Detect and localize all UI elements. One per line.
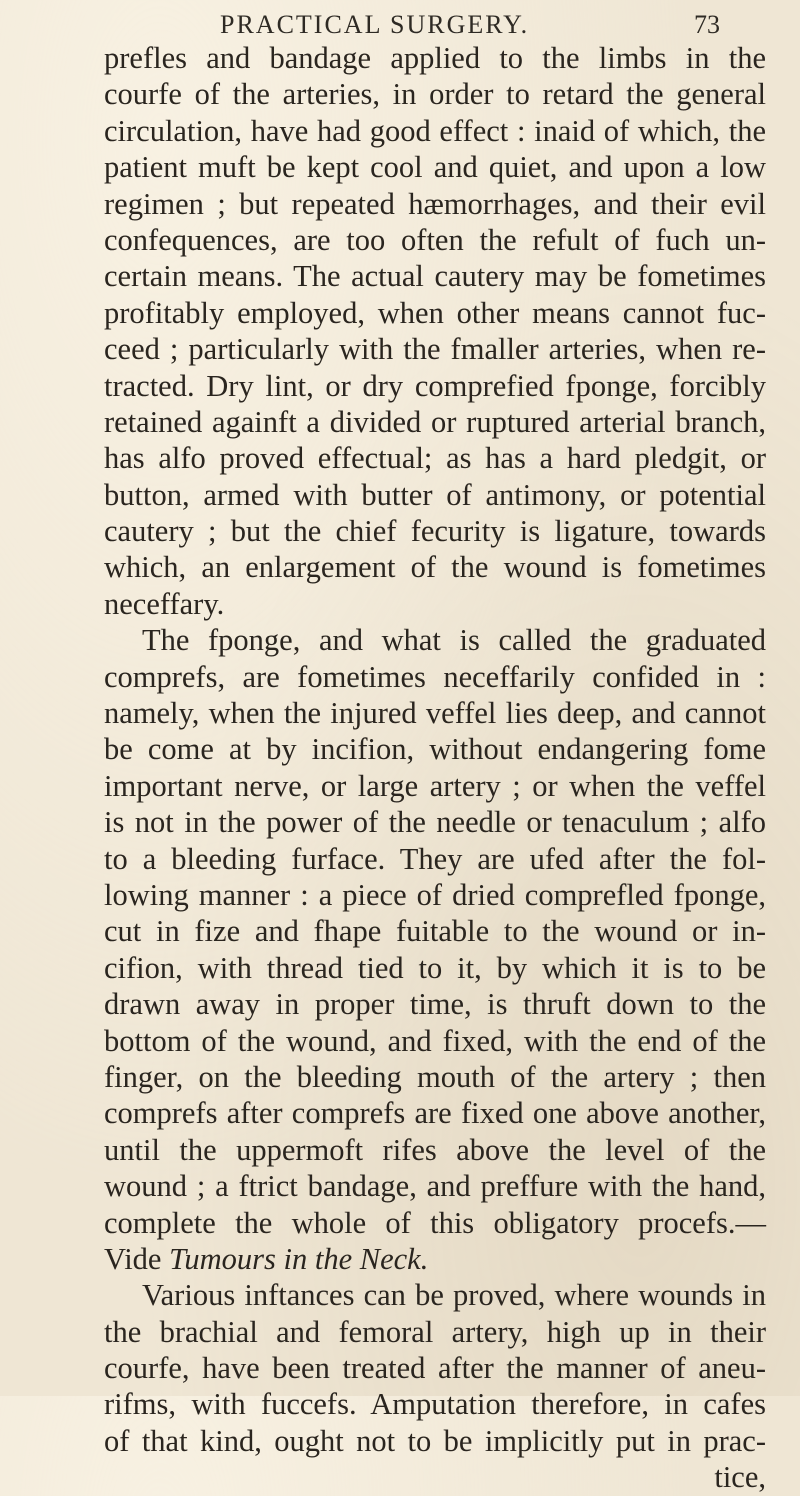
vide-reference-line [104, 1241, 766, 1277]
paragraph-start-line: Various inftances can be proved, where wounds in [142, 1278, 766, 1313]
text-line: cut in fize and fhape fuitable to the wound or in- [104, 914, 766, 949]
text-line: retained againft a divided or ruptured arterial branch, [104, 404, 766, 439]
text-line: circulation, have had good effect : inaid of which, the [104, 113, 766, 148]
page-number: 73 [694, 10, 720, 39]
body-text [104, 40, 766, 1496]
vide-prefix: Vide [104, 1241, 170, 1276]
text-line: rifms, with fuccefs. Amputation therefore, in cafes [104, 1387, 766, 1422]
text-line: namely, when the injured veffel lies deep, and cannot [104, 696, 766, 731]
text-line: be come at by incifion, without endangering fome [104, 732, 766, 767]
text-line: the brachial and femoral artery, high up in their [104, 1314, 766, 1349]
text-line: finger, on the bleeding mouth of the artery ; then [104, 1059, 766, 1094]
text-line: cifion, with thread tied to it, by which it is to be [104, 950, 766, 985]
text-line: tracted. Dry lint, or dry comprefied fponge, forcibly [104, 368, 766, 403]
text-line: cautery ; but the chief fecurity is ligature, towards [104, 514, 766, 549]
text-line: neceffary. [104, 586, 225, 621]
text-line: confequences, are too often the refult of fuch un- [104, 222, 766, 257]
text-line: lowing manner : a piece of dried comprefled fponge, [104, 877, 766, 912]
paragraph-start-line: The fponge, and what is called the graduated [142, 623, 766, 658]
text-line: which, an enlargement of the wound is fometimes [104, 550, 766, 585]
text-line: drawn away in proper time, is thruft down to the [104, 987, 766, 1022]
text-line: comprefs, are fometimes neceffarily confided in : [104, 659, 766, 694]
text-line: to a bleeding furface. They are ufed after the fol- [104, 841, 766, 876]
catchword-line: tice, [714, 1460, 766, 1495]
text-line: wound ; a ftrict bandage, and preffure with the hand, [104, 1169, 766, 1204]
text-line: of that kind, ought not to be implicitly put in prac- [104, 1423, 766, 1458]
text-line: until the uppermoft rifes above the level of the [104, 1132, 766, 1167]
text-line: important nerve, or large artery ; or when the veffel [104, 768, 766, 803]
text-line: is not in the power of the needle or tenaculum ; alfo [104, 805, 766, 840]
text-line: complete the whole of this obligatory procefs.— [104, 1205, 766, 1240]
text-line: certain means. The actual cautery may be fometimes [104, 259, 766, 294]
text-line: button, armed with butter of antimony, or potential [104, 477, 766, 512]
text-line: regimen ; but repeated hæmorrhages, and their evil [104, 186, 766, 221]
text-line: has alfo proved effectual; as has a hard pledgit, or [104, 441, 766, 476]
text-line: prefles and bandage applied to the limbs in the [104, 41, 766, 75]
running-title: PRACTICAL SURGERY. [220, 10, 530, 39]
text-line: profitably employed, when other means cannot fuc- [104, 295, 766, 330]
text-line: comprefs after comprefs are fixed one above another, [104, 1096, 766, 1131]
text-line: bottom of the wound, and fixed, with the end of the [104, 1023, 766, 1058]
text-line: courfe of the arteries, in order to retard the general [104, 77, 766, 112]
text-line: courfe, have been treated after the manner of aneu- [104, 1351, 766, 1386]
text-line: patient muft be kept cool and quiet, and upon a low [104, 150, 766, 185]
vide-reference: Tumours in the Neck. [169, 1241, 429, 1276]
text-line: ceed ; particularly with the fmaller arteries, when re- [104, 332, 766, 367]
